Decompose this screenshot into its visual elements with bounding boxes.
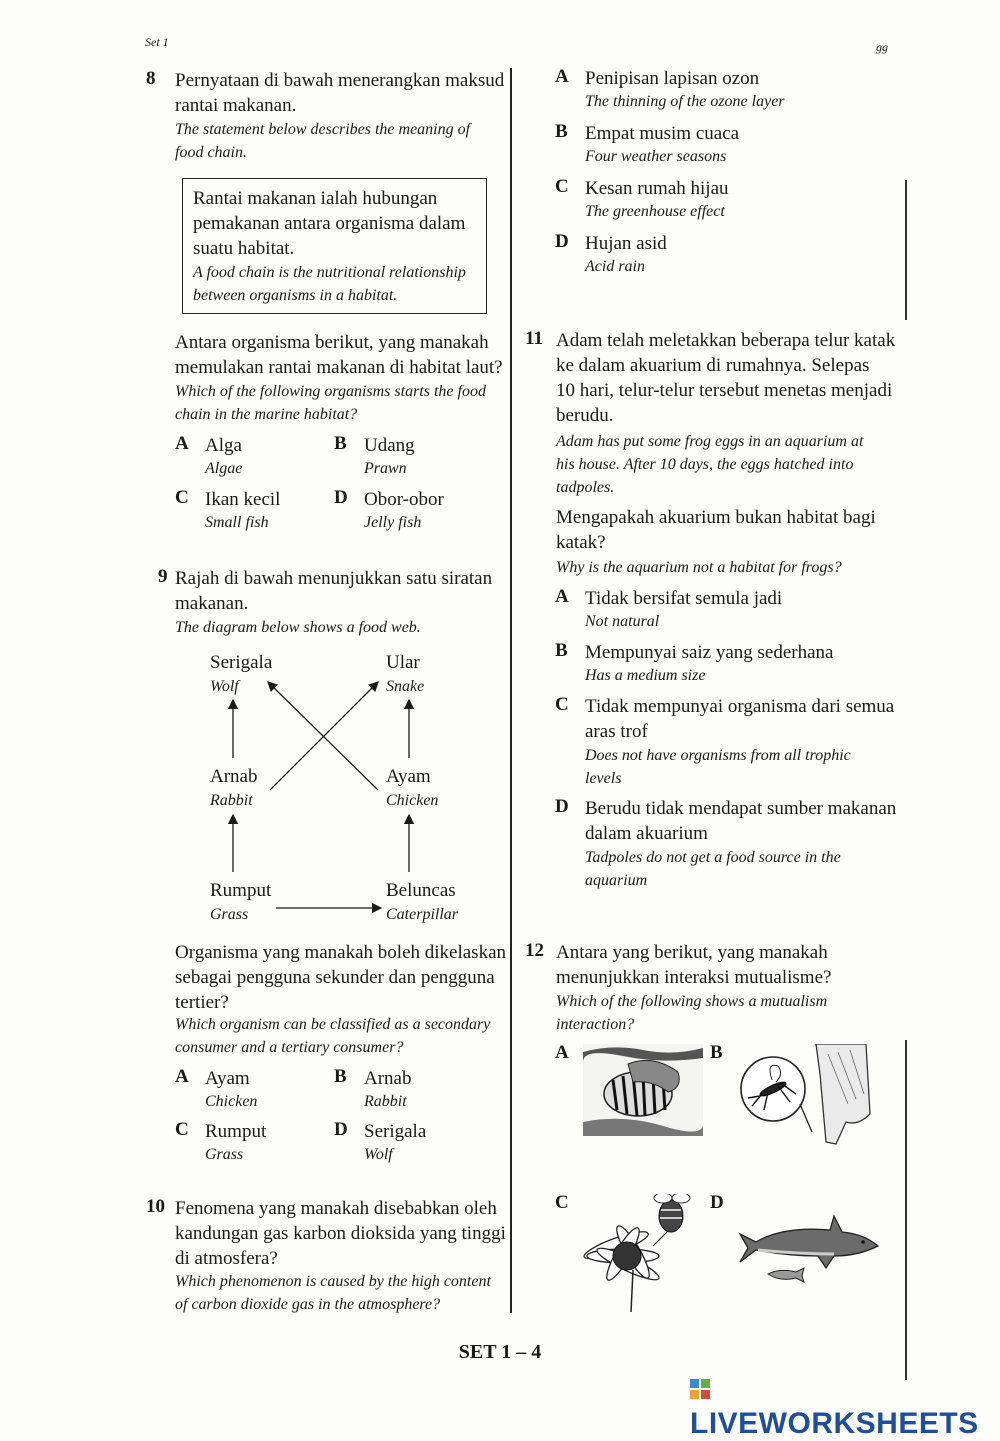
q10-stem-en: Which phenomenon is caused by the high content of carbon dioxide gas in the atmosphere? (175, 1273, 491, 1313)
q8-question-ms: Antara organisma berikut, yang manakah memulakan rantai makanan di habitat laut? (175, 332, 503, 378)
mosquito-image (738, 1044, 873, 1149)
page-mark: gg (876, 40, 888, 54)
q9-question-en: Which organism can be classified as a secondary consumer and a tertiary consumer? (175, 1016, 491, 1056)
q10-stem-ms: Fenomena yang manakah disebabkan oleh kandungan gas karbon dioksida yang tinggi di atmosfera? (175, 1198, 506, 1269)
q9-stem-ms: Rajah di bawah menunjukkan satu siratan makanan. (175, 568, 493, 614)
food-web-arrows (0, 0, 520, 940)
food-web-node-grass: Rumput Grass (210, 880, 272, 923)
set-label: Set 1 (145, 35, 169, 49)
q11-stem-ms: Adam telah meletakkan beberapa telur katak ke dalam akuarium di rumahnya. Selepas 10 hari, telur-telur tersebut menetas menjadi berudu. (556, 330, 896, 426)
food-web-node-snake: Ular Snake (386, 652, 425, 695)
food-web-node-chicken: Ayam Chicken (386, 766, 439, 809)
q12-stem-en: Which of the following shows a mutualism interaction? (556, 993, 828, 1033)
question-number: 11 (525, 328, 543, 349)
food-web-node-caterpillar: Beluncas Caterpillar (386, 880, 459, 923)
question-number: 9 (158, 566, 168, 587)
q11-question-ms: Mengapakah akuarium bukan habitat bagi katak? (556, 507, 876, 553)
q8-stem-ms: Pernyataan di bawah menerangkan maksud rantai makanan. (175, 70, 505, 116)
definition-box: Rantai makanan ialah hubungan pemakanan antara organisma dalam suatu habitat. A food chain is the nutritional relationship between organisms in a habitat. (182, 178, 487, 314)
question-number: 10 (146, 1196, 165, 1217)
q9-stem-en: The diagram below shows a food web. (175, 619, 421, 636)
q11-question-en: Why is the aquarium not a habitat for frogs? (556, 559, 842, 576)
question-number: 12 (525, 940, 544, 961)
bee-flower-image (583, 1194, 708, 1312)
shark-fish-image (738, 1212, 883, 1287)
food-web-node-rabbit: Arnab Rabbit (210, 766, 258, 809)
brand-logo: LIVEWORKSHEETS (690, 1373, 1000, 1441)
q9-question-ms: Organisma yang manakah boleh dikelaskan sebagai pengguna sekunder dan pengguna tertier? (175, 942, 506, 1013)
q8-stem-en: The statement below describes the meaning of food chain. (175, 121, 471, 161)
q8-question-en: Which of the following organisms starts the food chain in the marine habitat? (175, 383, 486, 423)
q12-stem-ms: Antara yang berikut, yang manakah menunjukkan interaksi mutualisme? (556, 942, 832, 988)
zebra-predator-image (583, 1044, 703, 1136)
brand-icon (690, 1379, 712, 1401)
food-web-node-wolf: Serigala Wolf (210, 652, 273, 695)
margin-line (905, 1040, 907, 1380)
margin-line (905, 180, 907, 320)
question-number: 8 (146, 68, 156, 89)
page-number: SET 1 – 4 (458, 1341, 542, 1363)
q11-stem-en: Adam has put some frog eggs in an aquarium at his house. After 10 days, the eggs hatched into tadpoles. (556, 433, 864, 496)
